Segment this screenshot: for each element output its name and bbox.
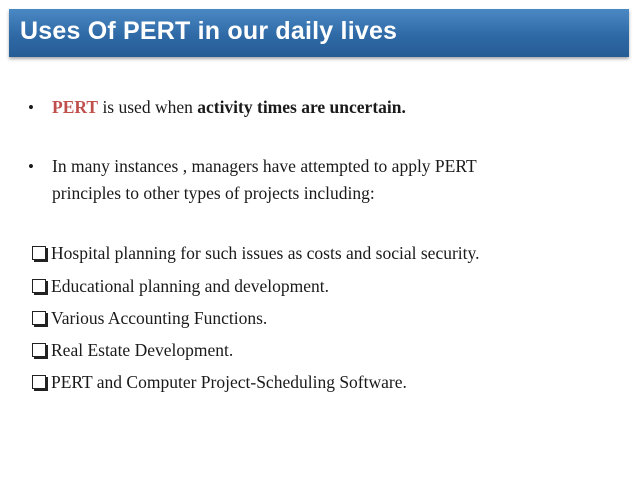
checkbox-icon (32, 246, 46, 260)
bullet-item-2-line-2: principles to other types of projects including: (52, 183, 375, 203)
checklist-item (32, 308, 267, 329)
checklist-text: Various Accounting Functions. (51, 308, 268, 328)
checklist-text: Hospital planning for such issues as costs and social security. (51, 243, 480, 263)
checklist-item (32, 276, 329, 297)
checklist-item (32, 243, 480, 264)
bullet-item-2-line-1: In many instances , managers have attempted to apply PERT (52, 156, 477, 176)
checkbox-icon (32, 279, 46, 293)
pert-highlight: PERT (52, 97, 99, 117)
bullet-dot-icon: • (28, 157, 34, 176)
checklist-text: Real Estate Development. (51, 340, 234, 360)
bullet-emphasis: activity times are uncertain. (197, 97, 406, 117)
bullet-dot-icon: • (28, 98, 34, 117)
checkbox-icon (32, 375, 46, 389)
bullet-item-1 (52, 97, 406, 118)
checklist-text: Educational planning and development. (51, 276, 329, 296)
bullet-text: is used when (98, 97, 198, 117)
checkbox-icon (32, 343, 46, 357)
checklist-item (32, 372, 407, 393)
slide-title: Uses Of PERT in our daily lives (20, 17, 398, 45)
checkbox-icon (32, 311, 46, 325)
checklist-item (32, 340, 233, 361)
checklist-text: PERT and Computer Project-Scheduling Software. (51, 372, 407, 392)
